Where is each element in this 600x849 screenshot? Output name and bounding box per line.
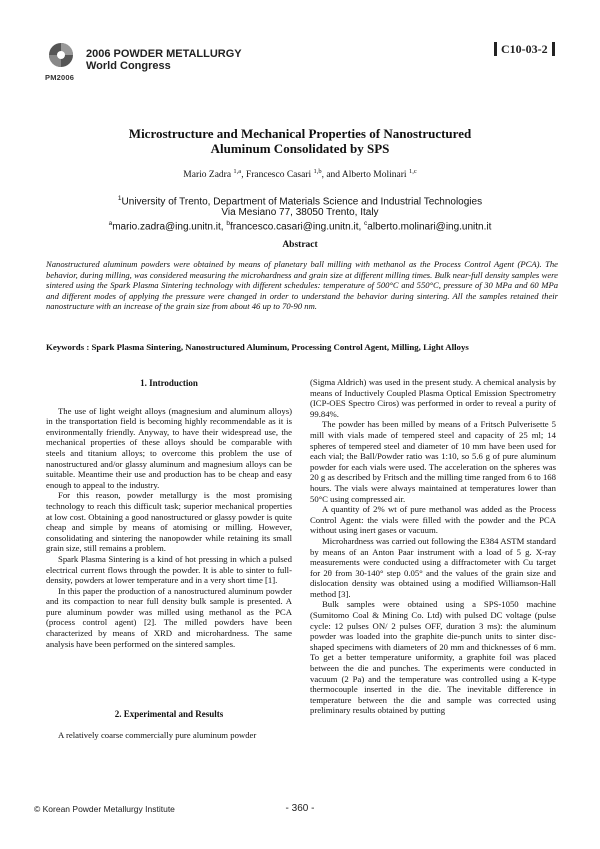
paragraph: (Sigma Aldrich) was used in the present study. A chemical analysis by means of Inductively Coupled Plasma Optical Emission Spectrometry (ICP-OES Spectro Ciros) was performed in order to reveal a purity of 99.84%. bbox=[310, 377, 556, 419]
author-2: Francesco Casari bbox=[245, 170, 312, 181]
paragraph: A relatively coarse commercially pure aluminum powder bbox=[58, 729, 257, 740]
author-2-sup: 1,b bbox=[313, 168, 322, 175]
copyright: © Korean Powder Metallurgy Institute bbox=[34, 804, 175, 814]
affil-line-1: University of Trento, Department of Materials Science and Industrial Technologies bbox=[121, 196, 483, 208]
keywords: Keywords : Spark Plasma Sintering, Nanostructured Aluminum, Processing Control Agent, Milling, Light Alloys bbox=[46, 342, 469, 352]
paper-title bbox=[60, 126, 540, 156]
paper-code: C10-03-2 bbox=[494, 42, 555, 56]
paragraph: The powder has been milled by means of a Fritsch Pulverisette 5 mill with vials made of tempered steel and capacity of 25 ml; 14 spheres of tempered steel and diameter of 10 mm have been used for each vial; the Ball/Powder ratio was 1:10, so 5.6 g of pure aluminum powder for each vials were used. The acceleration on the spheres was 20 g as described by Fritsch and the milling time ranged from 6 to 168 hours. The vials were always maintained at temperatures lower than 50°C using compressed air. bbox=[310, 419, 556, 504]
email-b: francesco.casari@ing.unitn.it, bbox=[229, 221, 365, 233]
email-c: alberto.molinari@ing.unitn.it bbox=[367, 221, 492, 233]
paragraph: Spark Plasma Sintering is a kind of hot pressing in which a pulsed electrical current flows through the powder. It is able to sinter to full-density, powders at lower temperature and in a very short time [1]. bbox=[46, 553, 292, 586]
title-line-2: Aluminum Consolidated by SPS bbox=[210, 141, 390, 156]
title-line-1: Microstructure and Mechanical Properties of Nanostructured bbox=[128, 126, 472, 141]
congress-subtitle: World Congress bbox=[86, 60, 171, 72]
section-heading-experimental: 2. Experimental and Results bbox=[114, 709, 224, 720]
paragraph: The use of light weight alloys (magnesium and aluminum alloys) in the transportation field is becoming highly recommendable as it is environmentally friendly. Anyway, to have their widespread use, the mechanical properties of these alloys should be comparable with steels and titanium alloys; to overcome this problem the use of nanostructured and/or glassy aluminum and magnesium alloys can be suitable. Meantime their use and production has to be cheap and easy enough to appeal to the industry. bbox=[46, 405, 292, 490]
paragraph: In this paper the production of a nanostructured aluminum powder and its compaction to near full density bulk sample is presented. A pure aluminum powder was milled using methanol as the PCA (process control agent) [2]. The milled powders have been characterized by means of XRD and microhardness. The same analysis have been performed on the sintered samples. bbox=[46, 585, 292, 649]
email-a: mario.zadra@ing.unitn.it, bbox=[112, 221, 227, 233]
author-3-sup: 1,c bbox=[408, 168, 417, 175]
authors: Mario Zadra $^{1,a}$, Francesco Casari $^{1,b}$, and Alberto Molinari $^{1,c}$ bbox=[183, 168, 417, 181]
congress-title: 2006 POWDER METALLURGY bbox=[86, 48, 242, 60]
congress-header bbox=[86, 48, 242, 72]
author-1: Mario Zadra bbox=[183, 170, 232, 181]
page-number: - 360 - bbox=[285, 803, 315, 814]
paragraph: A quantity of 2% wt of pure methanol was added as the Process Control Agent: the vials were filled with the powder and the PCA without using inert gases or vacuum. bbox=[310, 504, 556, 536]
affiliation: $^1$University of Trento, Department of Materials Science and Industrial Technologies Via Mesiano 77, 38050 Trento, Italy $^a$mario.zadra@ing.unitn.it, $^b$francesco.casari@ing.unitn.it, $^c$alberto.molinari@ing.unitn.it bbox=[60, 193, 540, 233]
paragraph: Bulk samples were obtained using a SPS-1050 machine (Sumitomo Coal & Mining Co. Ltd) with pulsed DC voltage (pulse cycle: 12 pulses ON/ 2 pulses OFF, duration 3 ms): the aluminum powder was loaded into the graphite die-punch units to sinter disc-shaped specimens with diameters of 20 mm and thicknesses of 6 mm. To get a better temperature uniformity, a graphite foil was placed between the die and punches. The experiments were conducted in vacuum (2 Pa) and the temperature was controlled using a K-type thermocouple inserted in the die. The inevitable difference in temperature between the die and sample was corrected using preliminary results obtained by putting bbox=[310, 599, 556, 716]
abstract-heading: Abstract bbox=[282, 240, 318, 250]
right-column bbox=[310, 377, 556, 716]
abstract-text: Nanostructured aluminum powders were obtained by means of planetary ball milling with methanol as the Process Control Agent (PCA). The behavior, during milling, was considered measuring the microhardness and grain size at different milling times. Bulk near-full density samples were sintered using the Spark Plasma Sintering technology with different schedules: temperature of 500°C and 550°C, pressure of 30 MPa and 60 MPa and different modes of applying the pressure were changed in order to understand the behavior during sintering. All the samples retained their nanostructure with an increase of the grain size from about 46 up to 70-90 nm. bbox=[46, 259, 558, 312]
author-3: and Alberto Molinari bbox=[326, 170, 407, 181]
left-column bbox=[46, 378, 292, 740]
paragraph: Microhardness was carried out following the E384 ASTM standard by means of an Anton Paar instrument with a load of 5 g. X-ray measurements were conducted using a diffractometer with Cu target for 2θ from 30-140° step 0.05° and the values of the grain size and dislocation density was obtained using a modified Williamson-Hall method [3]. bbox=[310, 535, 556, 599]
affil-sup: 1 bbox=[117, 195, 122, 202]
pm-label: PM2006 bbox=[45, 73, 75, 82]
author-1-sup: 1,a bbox=[233, 168, 242, 175]
paragraph: For this reason, powder metallurgy is the most promising technology to reach this difficult task; superior mechanical properties at low cost. Obtaining a good nanostructured or glassy powder is quite cheap and simple by means of atomising or milling. However, consolidating and sintering the nanopowder while retaining its small grain size, still remains a problem. bbox=[46, 490, 292, 554]
affil-line-2: Via Mesiano 77, 38050 Trento, Italy bbox=[221, 207, 379, 219]
section-heading-introduction: 1. Introduction bbox=[140, 378, 198, 388]
